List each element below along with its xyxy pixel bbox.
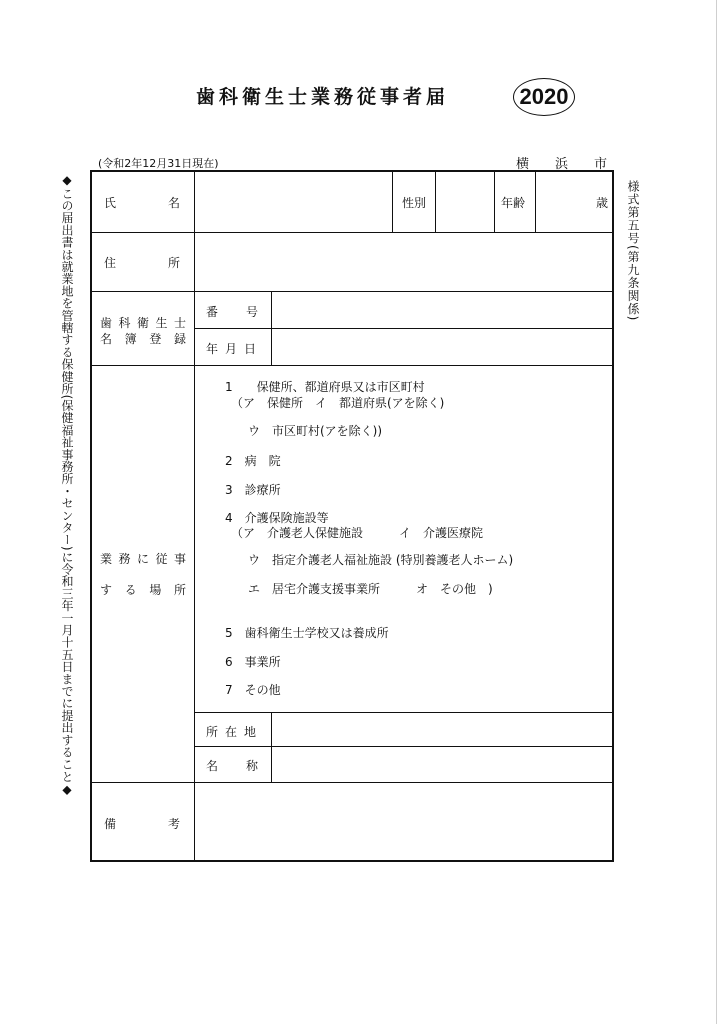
age-label: 年齢 <box>501 196 526 210</box>
remarks-label: 備 考 <box>104 817 180 831</box>
workplace-label-line1: 業 務 に 従 事 <box>100 552 186 566</box>
registry-label-line1: 歯 科 衛 生 士 <box>100 316 186 330</box>
as-of-date: (令和2年12月31日現在) <box>98 157 219 170</box>
city-char: 横 <box>516 157 530 172</box>
form-title: 歯科衛生士業務従事者届 <box>196 86 450 108</box>
workplace-option[interactable]: 6 事業所 <box>225 655 281 669</box>
notification-form <box>90 170 614 862</box>
year-badge: 2020 <box>513 78 575 116</box>
workplace-option[interactable]: 3 診療所 <box>225 483 281 497</box>
registry-number-label: 番 号 <box>206 305 258 319</box>
workplace-option[interactable]: 4 介護保険施設等 <box>225 511 329 525</box>
workplace-option[interactable]: 2 病 院 <box>225 454 281 468</box>
remarks-field[interactable] <box>195 783 612 860</box>
registry-number-field[interactable] <box>272 292 612 328</box>
registry-date-field[interactable] <box>272 329 612 365</box>
city-char: 浜 <box>555 157 569 172</box>
gender-label: 性別 <box>402 196 427 210</box>
address-field[interactable] <box>195 233 612 291</box>
workplace-option-sub[interactable]: （ア 保健所 イ 都道府県(アを除く) <box>231 396 445 410</box>
address-label: 住 所 <box>104 256 180 270</box>
form-number-note: 様式第五号(第九条関係) <box>626 180 640 322</box>
workplace-option-sub[interactable]: ウ 指定介護老人福祉施設 (特別養護老人ホーム) <box>248 553 514 567</box>
workplace-option[interactable]: 5 歯科衛生士学校又は養成所 <box>225 626 389 640</box>
location-field[interactable] <box>272 713 612 746</box>
city-char: 市 <box>594 157 608 172</box>
registry-label-line2: 名 簿 登 録 <box>100 332 186 346</box>
age-unit: 歳 <box>596 196 609 210</box>
workplace-option-sub[interactable]: エ 居宅介護支援事業所 オ その他 ) <box>248 582 493 596</box>
workplace-option[interactable]: 1 保健所、都道府県又は市区町村 <box>225 380 425 394</box>
location-label: 所 在 地 <box>206 725 256 739</box>
workplace-option-sub[interactable]: （ア 介護老人保健施設 イ 介護医療院 <box>231 526 484 540</box>
age-field[interactable] <box>536 172 596 232</box>
facility-name-field[interactable] <box>272 747 612 782</box>
gender-field[interactable] <box>436 172 494 232</box>
submission-note: ◆この届出書は就業地を管轄する保健所(保健福祉事務所・センター)に令和三年一月十五日までに提出すること◆ <box>60 173 74 797</box>
name-field[interactable] <box>195 172 392 232</box>
workplace-option[interactable]: 7 その他 <box>225 683 281 697</box>
registry-date-label: 年 月 日 <box>206 342 256 356</box>
workplace-option-sub[interactable]: ウ 市区町村(アを除く)) <box>248 424 383 438</box>
name-label: 氏 名 <box>104 196 180 210</box>
workplace-label-line2: す る 場 所 <box>100 583 186 597</box>
page-edge-line <box>716 0 717 1024</box>
facility-name-label: 名 称 <box>206 759 258 773</box>
